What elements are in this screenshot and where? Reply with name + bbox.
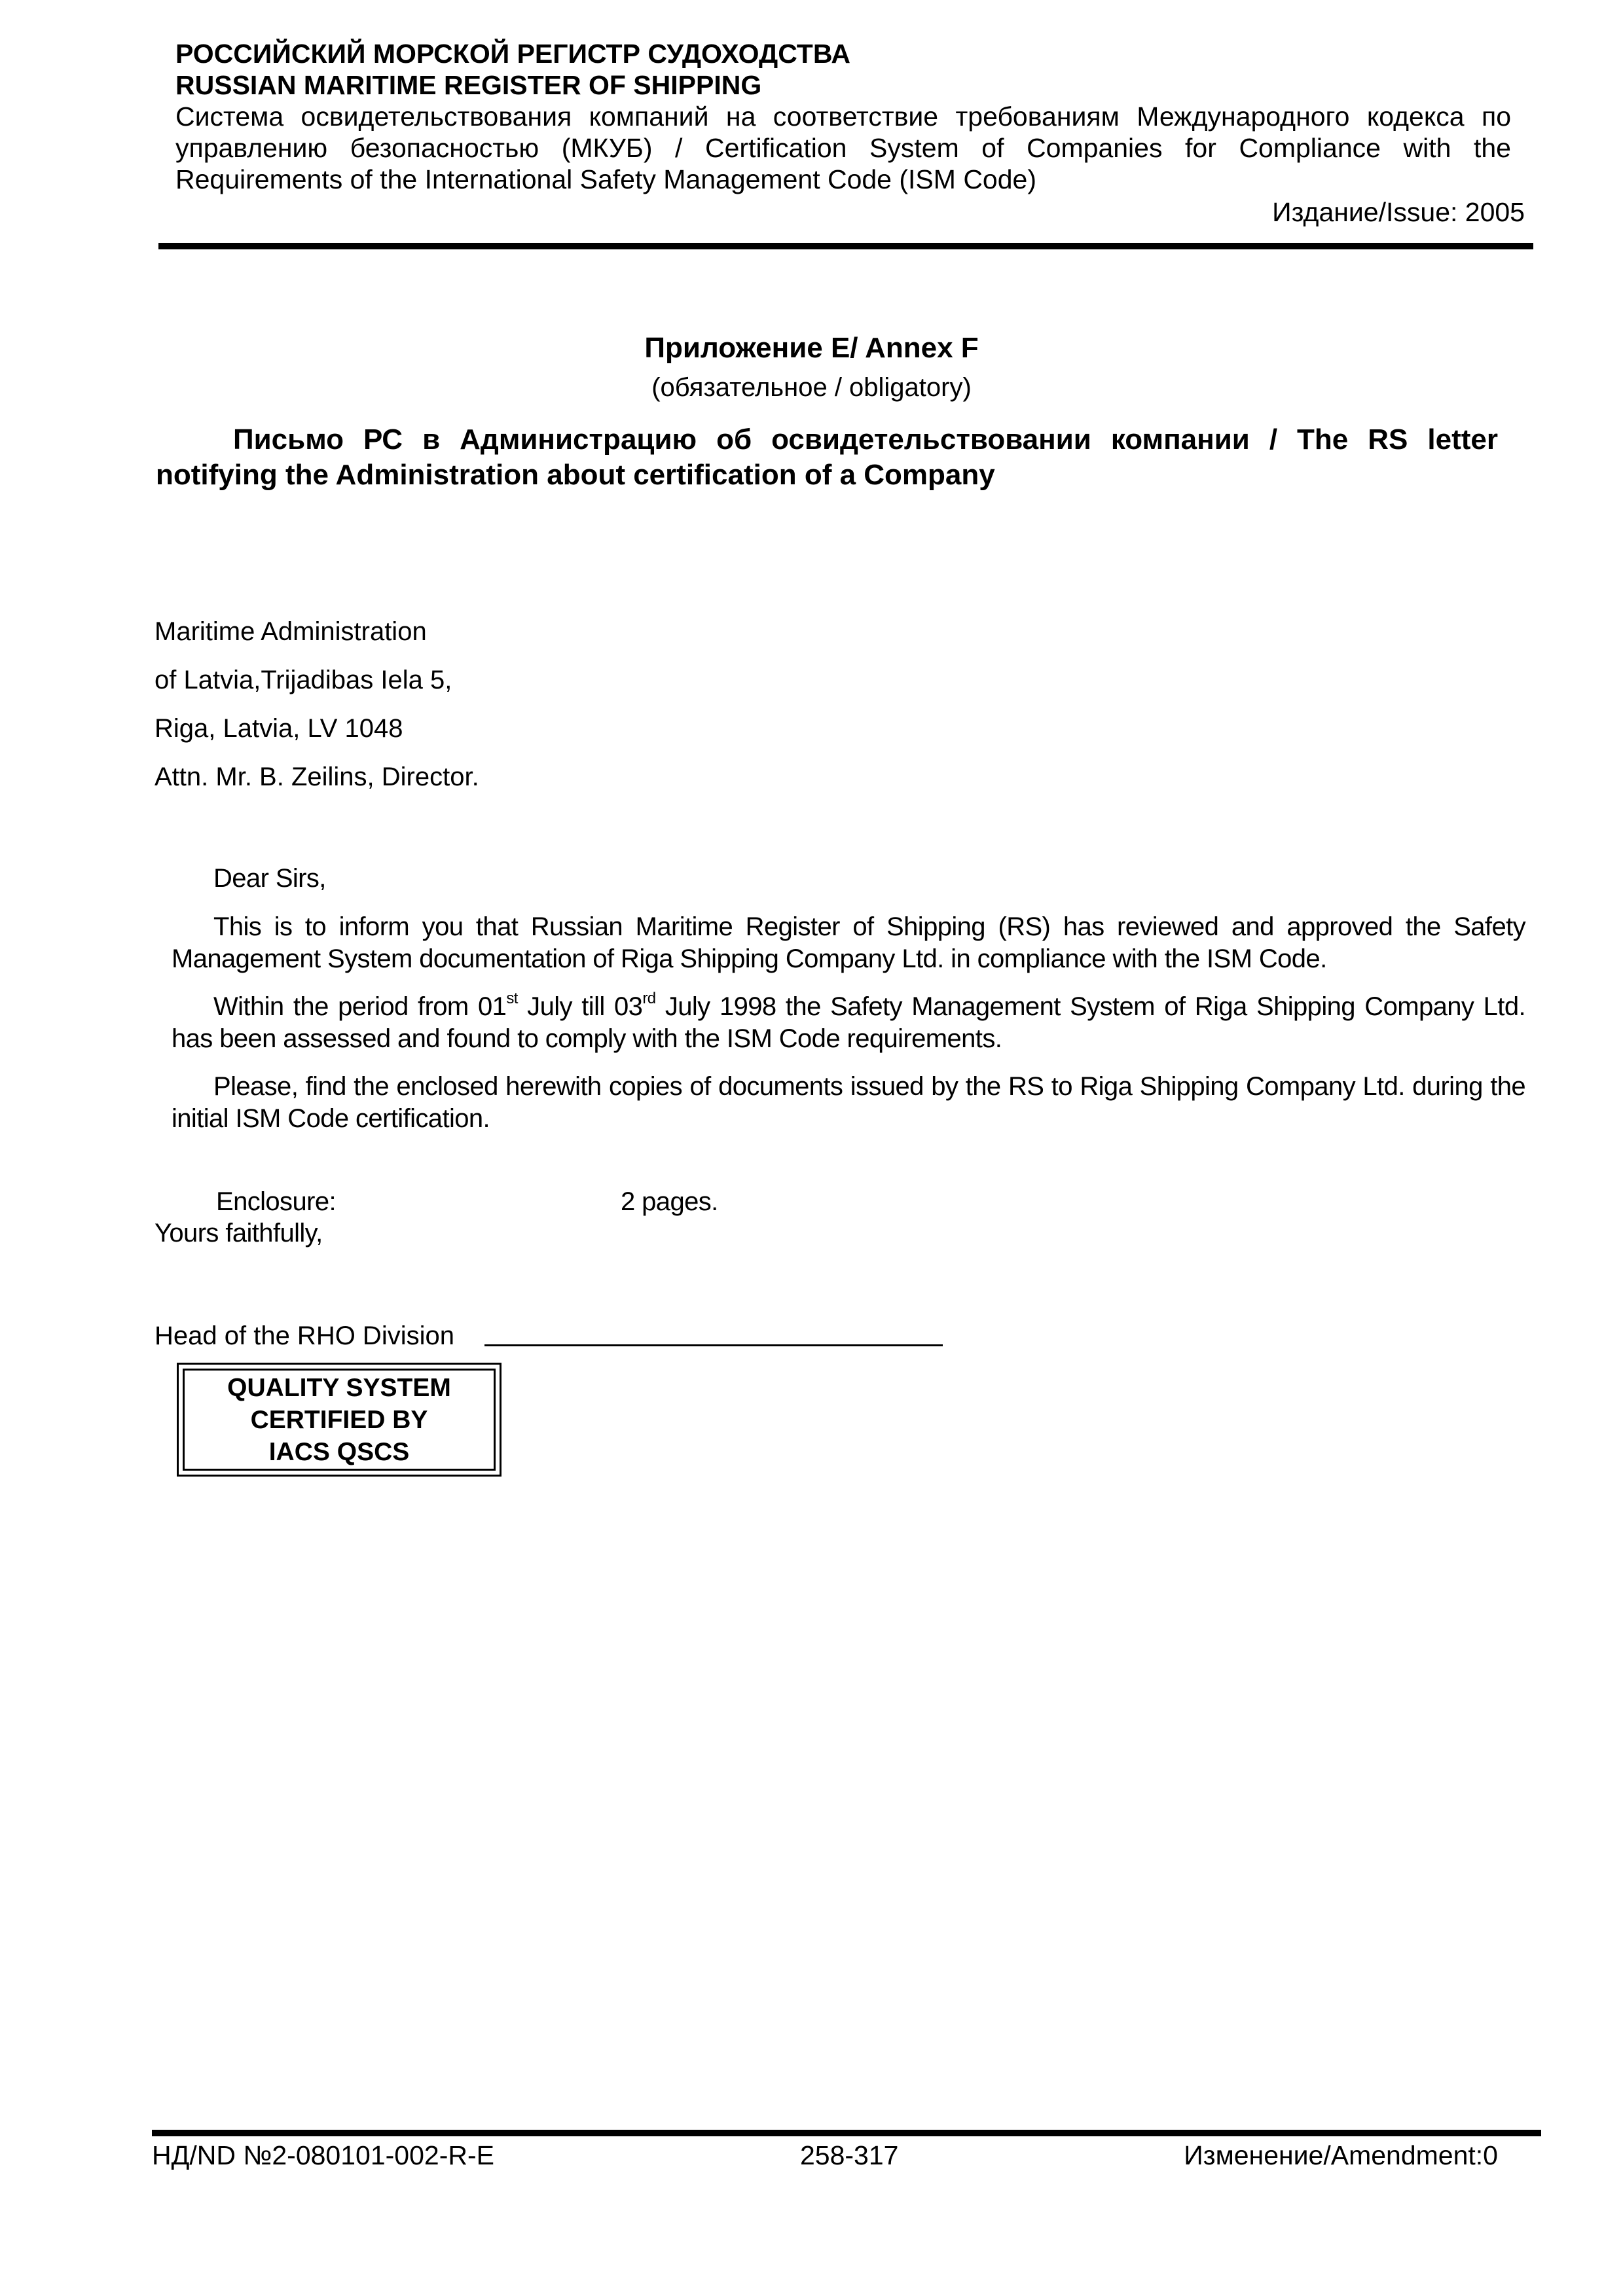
letter-paragraph-3: Please, find the enclosed herewith copies of documents issued by the RS to Riga Shipping Company Ltd. during the initial ISM Code certification. — [172, 1072, 1525, 1133]
closing: Yours faithfully, — [155, 1219, 323, 1247]
header-en-title: RUSSIAN MARITIME REGISTER OF SHIPPING — [175, 70, 762, 100]
paragraph-2-part-c: July 1998 the Safety Management System of Riga Shipping Company Ltd. has been assessed and found to comply with the ISM Code requirements. — [172, 992, 1525, 1053]
enclosure-label: Enclosure: — [216, 1187, 336, 1216]
stamp-line-3: IACS QSCS — [268, 1437, 410, 1466]
stamp-line-1: QUALITY SYSTEM — [227, 1373, 451, 1402]
signature-line — [484, 1344, 943, 1346]
ordinal-suffix-st: st — [506, 989, 518, 1007]
paragraph-2-part-b: July till 03 — [517, 992, 643, 1021]
footer-page-number: 258-317 — [800, 2140, 899, 2170]
annex-heading: Письмо РС в Администрацию об освидетельствовании компании / The RS letter notifying the Administration about certification of a Company — [156, 423, 1498, 491]
quality-system-stamp — [177, 1363, 501, 1477]
footer-amendment: Изменение/Amendment:0 — [1184, 2140, 1498, 2170]
enclosure-value: 2 pages. — [621, 1187, 718, 1216]
address-line-2: of Latvia,Trijadibas Iela 5, — [155, 666, 452, 694]
ordinal-suffix-rd: rd — [642, 989, 656, 1007]
address-line-4: Attn. Mr. B. Zeilins, Director. — [155, 762, 479, 791]
footer-divider — [152, 2130, 1541, 2136]
salutation: Dear Sirs, — [213, 864, 326, 893]
signature-label: Head of the RHO Division — [155, 1321, 454, 1350]
footer-document-number: НД/ND №2-080101-002-R-E — [152, 2140, 494, 2170]
header-issue: Издание/Issue: 2005 — [1272, 197, 1525, 227]
header-divider — [158, 243, 1533, 249]
header-description: Система освидетельствования компаний на соответствие требованиям Международного кодекса по управлению безопасностью (МКУБ) / Certification System of Companies for Compliance with the Requirements of the International Safety Management Code (ISM Code) — [175, 101, 1511, 194]
letter-paragraph-1: This is to inform you that Russian Maritime Register of Shipping (RS) has reviewed and approved the Safety Management System documentation of Riga Shipping Company Ltd. in compliance with the ISM Code. — [172, 912, 1525, 973]
quality-stamp-frame — [183, 1369, 496, 1471]
annex-title: Приложение E/ Annex F — [644, 332, 979, 364]
stamp-line-2: CERTIFIED BY — [250, 1405, 428, 1434]
address-line-3: Riga, Latvia, LV 1048 — [155, 714, 403, 743]
letter-paragraph-2 — [172, 991, 1525, 1055]
header-ru-title: РОССИЙСКИЙ МОРСКОЙ РЕГИСТР СУДОХОДСТВА — [175, 39, 851, 69]
paragraph-2-part-a: Within the period from 01 — [213, 992, 507, 1021]
address-line-1: Maritime Administration — [155, 617, 427, 646]
annex-subtitle: (обязательное / obligatory) — [651, 373, 972, 402]
